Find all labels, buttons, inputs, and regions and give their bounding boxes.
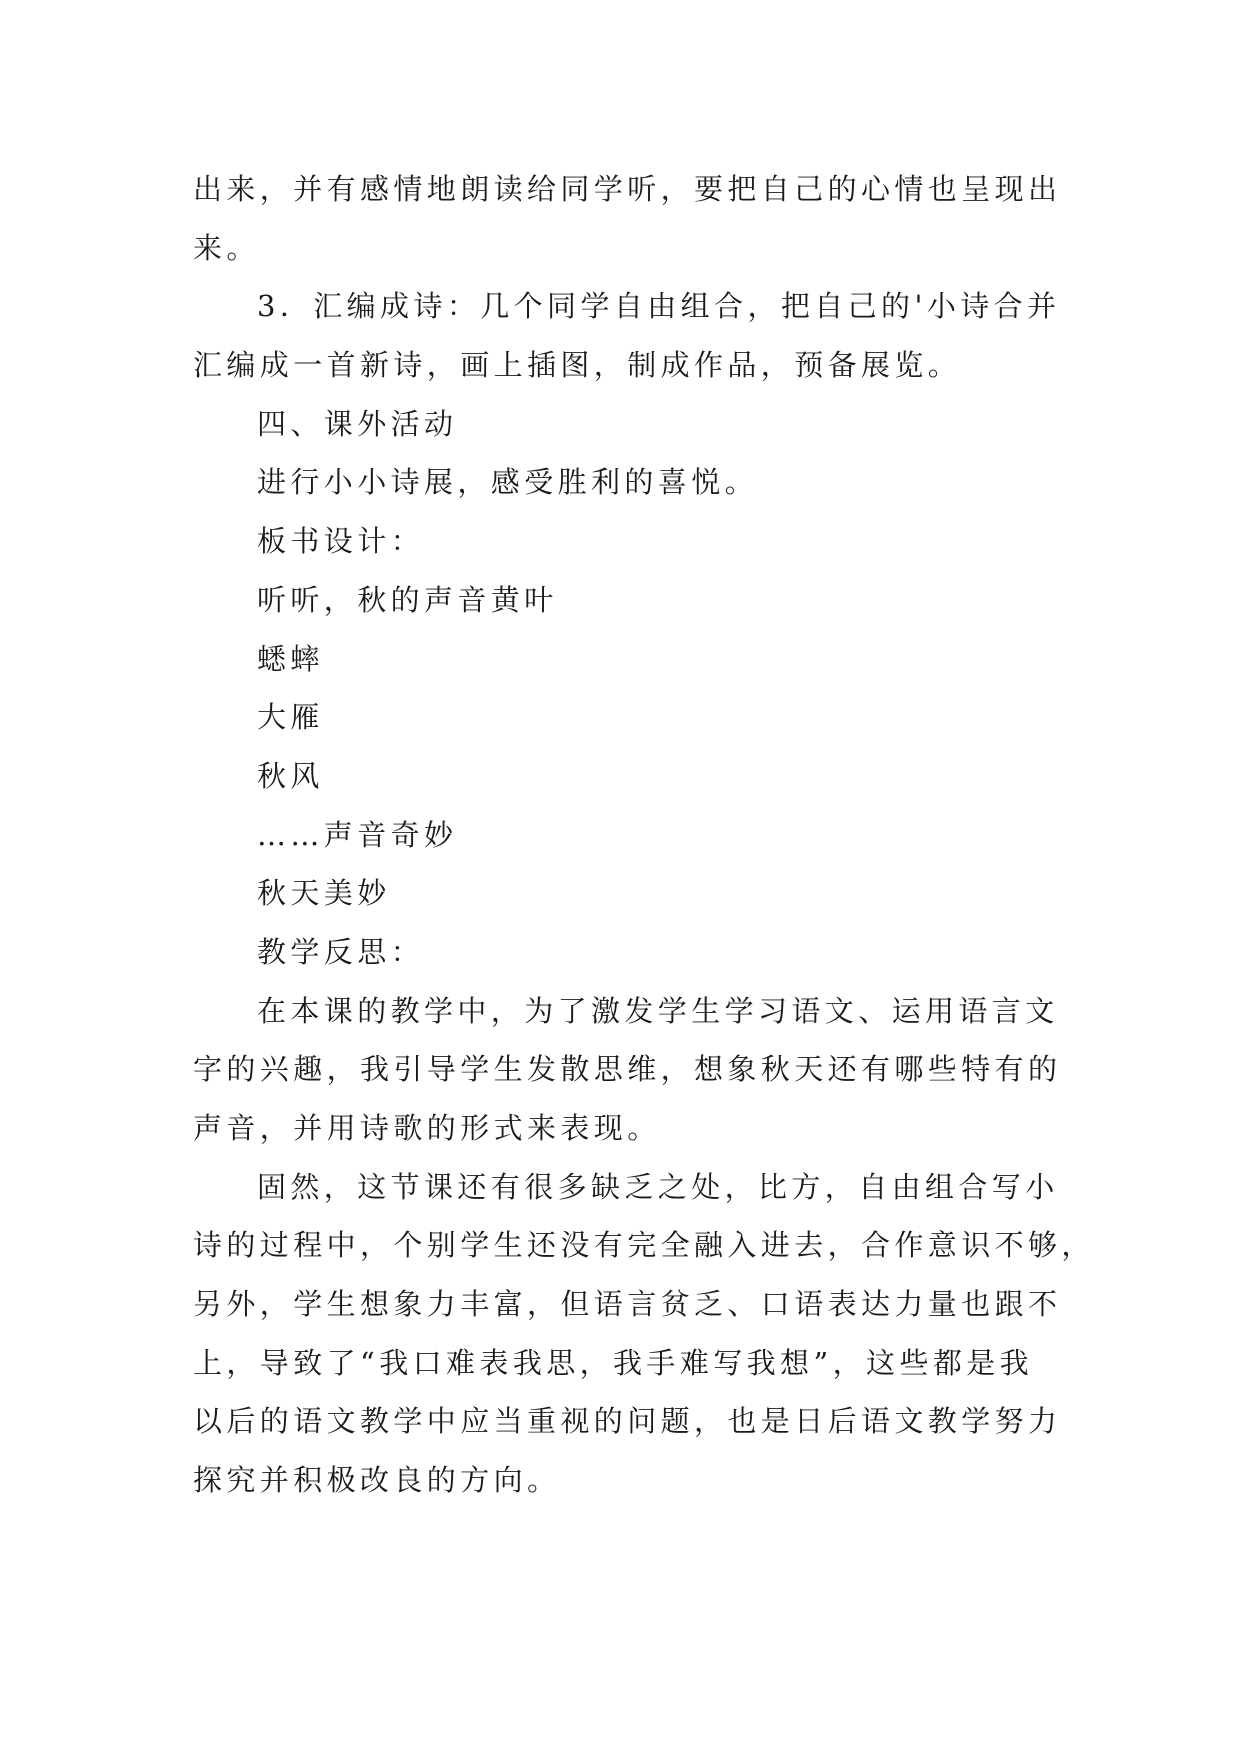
text-line: 在本课的教学中，为了激发学生学习语文、运用语言文 <box>257 993 1059 1028</box>
text-line: 上，导致了“我口难表我思，我手难写我想”，这些都是我 <box>193 1345 1034 1380</box>
text-line: 秋天美妙 <box>257 876 391 911</box>
text-line: 大雁 <box>257 700 324 735</box>
text-line: 声音，并用诗歌的形式来表现。 <box>193 1111 661 1145</box>
text-line: 汇编成一首新诗，画上插图，制成作品，预备展览。 <box>193 348 962 383</box>
text-line: 教学反思： <box>257 934 425 969</box>
text-line: 字的兴趣，我引导学生发散思维，想象秋天还有哪些特有的 <box>193 1052 1062 1087</box>
text-line: 秋风 <box>257 758 324 793</box>
document-page <box>193 160 1095 1510</box>
text-line: 出来，并有感情地朗读给同学听，要把自己的心情也呈现出 <box>193 172 1062 206</box>
text-line: 固然，这节课还有很多缺乏之处，比方，自由组合写小 <box>257 1169 1059 1204</box>
text-line: 来。 <box>193 230 260 265</box>
text-line: 听听，秋的声音黄叶 <box>257 582 558 617</box>
text-line: 探究并积极改良的方向。 <box>193 1463 561 1498</box>
text-line: 诗的过程中，个别学生还没有完全融入进去，合作意识不够， <box>193 1228 1095 1263</box>
text-line: ……声音奇妙 <box>257 817 458 852</box>
text-line: 以后的语文教学中应当重视的问题，也是日后语文教学努力 <box>193 1404 1062 1439</box>
text-line: 另外，学生想象力丰富，但语言贫乏、口语表达力量也跟不 <box>193 1287 1062 1322</box>
text-line: 进行小小诗展，感受胜利的喜悦。 <box>257 465 759 500</box>
text-line: 蟋蟀 <box>257 641 324 676</box>
text-line: 板书设计： <box>257 524 425 559</box>
text-line: 四、课外活动 <box>257 406 458 441</box>
text-line: 3．汇编成诗：几个同学自由组合，把自己的'小诗合并 <box>257 289 1061 324</box>
